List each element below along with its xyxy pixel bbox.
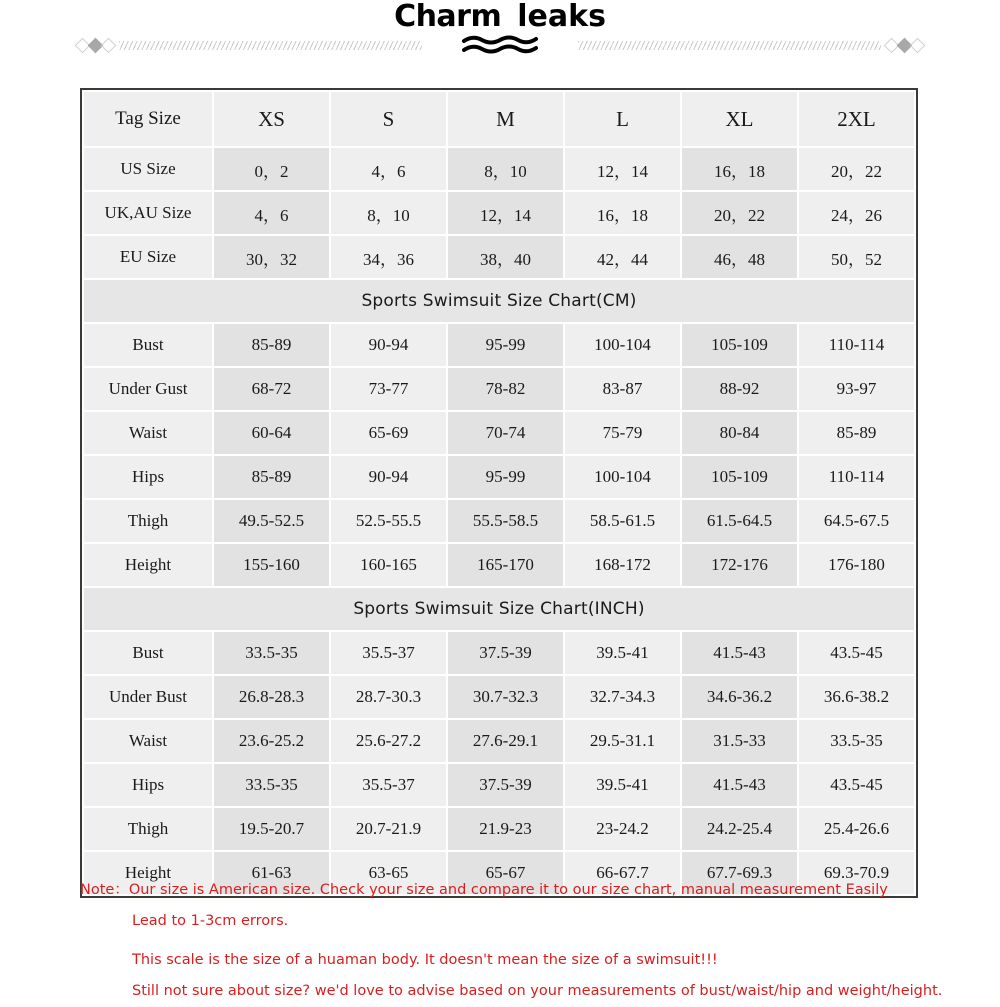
cell-value: 83-87: [564, 367, 681, 411]
cell-value: 23.6-25.2: [213, 719, 330, 763]
note-line-3-text: This scale is the size of a huaman body. It doesn't mean the size of a swimsuit!!!: [132, 952, 718, 968]
cell-value: 25.6-27.2: [330, 719, 447, 763]
cell-value: 68-72: [213, 367, 330, 411]
cell-value: 66-67.7: [564, 851, 681, 895]
section-title-cm: Sports Swimsuit Size Chart(CM): [83, 279, 915, 323]
cell-value: 85-89: [798, 411, 915, 455]
cell-value: 8，10: [330, 191, 447, 235]
cell-value: 80-84: [681, 411, 798, 455]
header-cell-tag-size: Tag Size: [83, 91, 213, 147]
row-label: Bust: [83, 631, 213, 675]
row-label: US Size: [83, 147, 213, 191]
cell-value: 32.7-34.3: [564, 675, 681, 719]
size-chart-table-container: [80, 88, 918, 898]
cell-value: 90-94: [330, 323, 447, 367]
cell-value: 33.5-35: [798, 719, 915, 763]
cell-value: 100-104: [564, 323, 681, 367]
table-row: [83, 499, 915, 543]
cell-value: 52.5-55.5: [330, 499, 447, 543]
header-cell-size-s: S: [330, 91, 447, 147]
cell-value: 29.5-31.1: [564, 719, 681, 763]
cell-value: 70-74: [447, 411, 564, 455]
cell-value: 30.7-32.3: [447, 675, 564, 719]
table-row: [83, 763, 915, 807]
cell-value: 65-69: [330, 411, 447, 455]
cell-value: 88-92: [681, 367, 798, 411]
note-line-4: [80, 976, 990, 1007]
row-label: Waist: [83, 719, 213, 763]
cell-value: 23-24.2: [564, 807, 681, 851]
cell-value: 43.5-45: [798, 763, 915, 807]
cell-value: 36.6-38.2: [798, 675, 915, 719]
cell-value: 38，40: [447, 235, 564, 279]
cell-value: 39.5-41: [564, 631, 681, 675]
row-label: Hips: [83, 763, 213, 807]
note-line-2: [80, 906, 990, 937]
cell-value: 20，22: [798, 147, 915, 191]
row-label: Height: [83, 851, 213, 895]
cell-value: 172-176: [681, 543, 798, 587]
table-row: [83, 367, 915, 411]
row-label: Hips: [83, 455, 213, 499]
header-cell-size-2xl: 2XL: [798, 91, 915, 147]
note-line-1-text: Note：Our size is American size. Check your size and compare it to our size chart, manual measurement Easily: [80, 882, 888, 898]
cell-value: 65-67: [447, 851, 564, 895]
table-row: [83, 675, 915, 719]
wave-icon: [462, 35, 538, 55]
row-label: UK,AU Size: [83, 191, 213, 235]
cell-value: 93-97: [798, 367, 915, 411]
cell-value: 12，14: [564, 147, 681, 191]
cell-value: 43.5-45: [798, 631, 915, 675]
cell-value: 25.4-26.6: [798, 807, 915, 851]
brand-logo: [0, 2, 1000, 55]
cell-value: 50，52: [798, 235, 915, 279]
cell-value: 61-63: [213, 851, 330, 895]
cell-value: 31.5-33: [681, 719, 798, 763]
cell-value: 4，6: [330, 147, 447, 191]
cell-value: 95-99: [447, 455, 564, 499]
cell-value: 95-99: [447, 323, 564, 367]
cell-value: 35.5-37: [330, 631, 447, 675]
note-line-4-text: Still not sure about size? we'd love to advise based on your measurements of bust/waist/hip and weight/height.: [132, 983, 943, 999]
cell-value: 64.5-67.5: [798, 499, 915, 543]
cell-value: 85-89: [213, 455, 330, 499]
cell-value: 176-180: [798, 543, 915, 587]
cell-value: 105-109: [681, 323, 798, 367]
row-label: Thigh: [83, 807, 213, 851]
table-header-row: [83, 91, 915, 147]
cell-value: 75-79: [564, 411, 681, 455]
cell-value: 168-172: [564, 543, 681, 587]
cell-value: 160-165: [330, 543, 447, 587]
section-title-inch: Sports Swimsuit Size Chart(INCH): [83, 587, 915, 631]
cell-value: 39.5-41: [564, 763, 681, 807]
cell-value: 110-114: [798, 455, 915, 499]
cell-value: 12，14: [447, 191, 564, 235]
cell-value: 34.6-36.2: [681, 675, 798, 719]
row-label: Under Gust: [83, 367, 213, 411]
cell-value: 20，22: [681, 191, 798, 235]
cell-value: 4，6: [213, 191, 330, 235]
cell-value: 8，10: [447, 147, 564, 191]
cell-value: 35.5-37: [330, 763, 447, 807]
size-chart-table: [82, 90, 916, 896]
cell-value: 46，48: [681, 235, 798, 279]
cell-value: 24，26: [798, 191, 915, 235]
table-row: [83, 455, 915, 499]
cell-value: 155-160: [213, 543, 330, 587]
row-label: EU Size: [83, 235, 213, 279]
table-row: [83, 719, 915, 763]
cell-value: 69.3-70.9: [798, 851, 915, 895]
row-label: Bust: [83, 323, 213, 367]
cell-value: 42，44: [564, 235, 681, 279]
table-row: [83, 631, 915, 675]
notes-block: [80, 875, 990, 1007]
row-label: Under Bust: [83, 675, 213, 719]
cell-value: 0，2: [213, 147, 330, 191]
header-cell-size-l: L: [564, 91, 681, 147]
cell-value: 27.6-29.1: [447, 719, 564, 763]
table-row: [83, 147, 915, 191]
cell-value: 85-89: [213, 323, 330, 367]
cell-value: 19.5-20.7: [213, 807, 330, 851]
note-line-3: [80, 945, 990, 976]
cell-value: 33.5-35: [213, 631, 330, 675]
brand-name-line1: Charm: [388, 2, 507, 31]
cell-value: 30，32: [213, 235, 330, 279]
cell-value: 34，36: [330, 235, 447, 279]
cell-value: 78-82: [447, 367, 564, 411]
brand-name-line2: leaks: [511, 2, 612, 31]
cell-value: 41.5-43: [681, 763, 798, 807]
section-header-row-inch: [83, 587, 915, 631]
header-cell-size-m: M: [447, 91, 564, 147]
notes-spacer: [80, 937, 990, 945]
table-row: [83, 543, 915, 587]
table-row: [83, 323, 915, 367]
section-header-row-cm: [83, 279, 915, 323]
row-label: Height: [83, 543, 213, 587]
cell-value: 49.5-52.5: [213, 499, 330, 543]
cell-value: 100-104: [564, 455, 681, 499]
header-cell-size-xs: XS: [213, 91, 330, 147]
note-line-2-text: Lead to 1-3cm errors.: [132, 913, 289, 929]
cell-value: 90-94: [330, 455, 447, 499]
note-line-1: [80, 875, 990, 906]
cell-value: 73-77: [330, 367, 447, 411]
cell-value: 165-170: [447, 543, 564, 587]
cell-value: 55.5-58.5: [447, 499, 564, 543]
cell-value: 63-65: [330, 851, 447, 895]
table-row: [83, 411, 915, 455]
cell-value: 61.5-64.5: [681, 499, 798, 543]
cell-value: 110-114: [798, 323, 915, 367]
cell-value: 37.5-39: [447, 631, 564, 675]
cell-value: 16，18: [564, 191, 681, 235]
row-label: Waist: [83, 411, 213, 455]
header-cell-size-xl: XL: [681, 91, 798, 147]
cell-value: 58.5-61.5: [564, 499, 681, 543]
cell-value: 60-64: [213, 411, 330, 455]
table-row: [83, 191, 915, 235]
cell-value: 37.5-39: [447, 763, 564, 807]
table-row: [83, 235, 915, 279]
cell-value: 33.5-35: [213, 763, 330, 807]
cell-value: 16，18: [681, 147, 798, 191]
cell-value: 28.7-30.3: [330, 675, 447, 719]
cell-value: 41.5-43: [681, 631, 798, 675]
cell-value: 21.9-23: [447, 807, 564, 851]
cell-value: 105-109: [681, 455, 798, 499]
cell-value: 67.7-69.3: [681, 851, 798, 895]
page-header: [0, 0, 1000, 88]
row-label: Thigh: [83, 499, 213, 543]
table-row: [83, 807, 915, 851]
cell-value: 26.8-28.3: [213, 675, 330, 719]
cell-value: 20.7-21.9: [330, 807, 447, 851]
cell-value: 24.2-25.4: [681, 807, 798, 851]
